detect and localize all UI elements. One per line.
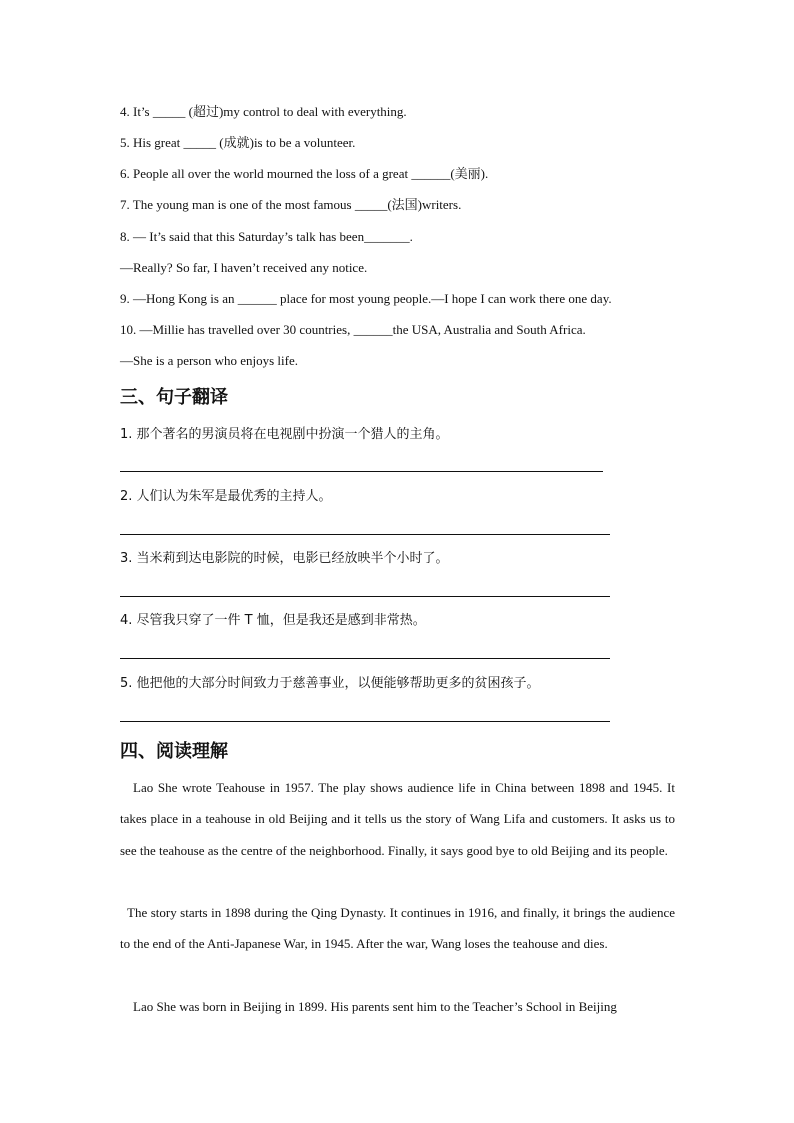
section-heading-translation: 三、句子翻译 — [120, 387, 228, 408]
reading-paragraph-3: Lao She was born in Beijing in 1899. His parents sent him to the Teacher’s School in Beijing — [133, 999, 617, 1014]
translation-item-4: 4. 尽管我只穿了一件 T 恤，但是我还是感到非常热。 — [120, 613, 426, 628]
reading-paragraph-1: Lao She wrote Teahouse in 1957. The play shows audience life in China between 1898 and 1945. It takes place in a teahouse in old Beijing and it tells us the story of Wang Lifa and customers. It asks us to see the teahouse as the centre of the neighborhood. Finally, it says good bye to old Beijing and its people. — [120, 780, 675, 858]
answer-line-4[interactable] — [120, 658, 610, 659]
fill-in-item-8-reply: —Really? So far, I haven’t received any notice. — [120, 260, 368, 275]
answer-line-1[interactable] — [120, 471, 603, 472]
translation-item-2: 2. 人们认为朱军是最优秀的主持人。 — [120, 489, 332, 504]
fill-in-item-5: 5. His great _____ (成就)is to be a volunteer. — [120, 135, 356, 150]
fill-in-item-10: 10. —Millie has travelled over 30 countries, ______the USA, Australia and South Africa. — [120, 322, 586, 337]
answer-line-2[interactable] — [120, 534, 610, 535]
translation-item-1: 1. 那个著名的男演员将在电视剧中扮演一个猎人的主角。 — [120, 427, 449, 442]
answer-line-5[interactable] — [120, 721, 610, 722]
fill-in-item-10-reply: —She is a person who enjoys life. — [120, 353, 299, 368]
fill-in-item-4: 4. It’s _____ (超过)my control to deal with everything. — [120, 104, 407, 119]
fill-in-item-8: 8. — It’s said that this Saturday’s talk has been_______. — [120, 229, 413, 244]
answer-line-3[interactable] — [120, 596, 610, 597]
section-heading-reading: 四、阅读理解 — [120, 741, 228, 762]
fill-in-item-9: 9. —Hong Kong is an ______ place for most young people.—I hope I can work there one day. — [120, 291, 612, 306]
translation-item-3: 3. 当米莉到达电影院的时候，电影已经放映半个小时了。 — [120, 551, 449, 566]
translation-item-5: 5. 他把他的大部分时间致力于慈善事业，以便能够帮助更多的贫困孩子。 — [120, 676, 540, 691]
fill-in-item-6: 6. People all over the world mourned the loss of a great ______(美丽). — [120, 166, 489, 181]
reading-paragraph-2: The story starts in 1898 during the Qing Dynasty. It continues in 1916, and finally, it brings the audience to the end of the Anti-Japanese War, in 1945. After the war, Wang loses the teahouse and dies. — [120, 905, 675, 952]
fill-in-item-7: 7. The young man is one of the most famous _____(法国)writers. — [120, 197, 462, 212]
